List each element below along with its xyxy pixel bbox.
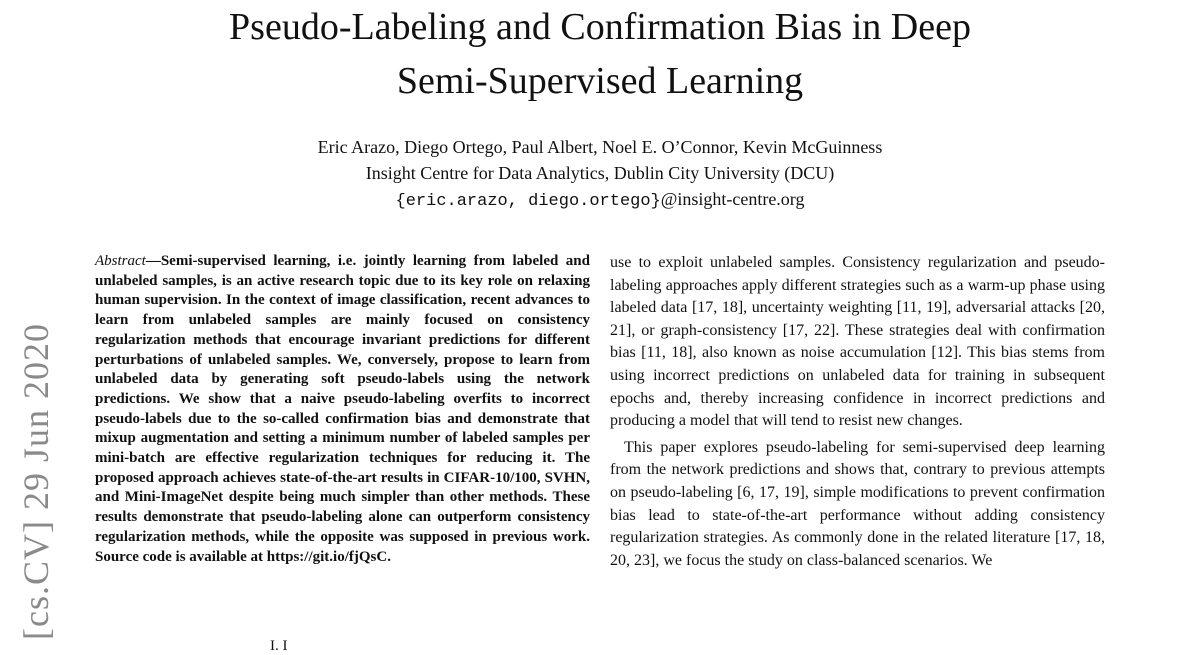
abstract bbox=[95, 252, 590, 567]
title-line-1: Pseudo-Labeling and Confirmation Bias in Deep bbox=[229, 6, 971, 48]
right-column bbox=[610, 252, 1105, 572]
affiliation: Insight Centre for Data Analytics, Dublin City University (DCU) bbox=[365, 163, 835, 183]
abstract-text: —Semi-supervised learning, i.e. jointly learning from labeled and unlabeled samples, is an active research topic due to its key role on relaxing human supervision. In the context of image classification, recent advances to learn from unlabeled samples are mainly focused on consistency regularization methods that encourage invariant predictions for different perturbations of unlabeled samples. We, conversely, propose to learn from unlabeled data by generating soft pseudo-labels using the network predictions. We show that a naive pseudo-labeling overfits to incorrect pseudo-labels due to the so-called confirmation bias and demonstrate that mixup augmentation and setting a minimum number of labeled samples per mini-batch are effective regularization techniques for reducing it. The proposed approach achieves state-of-the-art results in CIFAR-10/100, SVHN, and Mini-ImageNet despite being much simpler than other methods. These results demonstrate that pseudo-labeling alone can outperform consistency regularization methods, while the opposite was supposed in previous work. Source code is available at https://git.io/fjQsC. bbox=[95, 253, 590, 565]
email-names: {eric.arazo, diego.ortego} bbox=[395, 192, 661, 211]
paragraph-1: use to exploit unlabeled samples. Consistency regularization and pseudo-labeling approaches apply different strategies such as a warm-up phase using labeled data [17, 18], uncertainty weighting [11, 19], adversarial attacks [20, 21], or graph-consistency [17, 22]. These strategies deal with confirmation bias [11, 18], also known as noise accumulation [12]. This bias stems from using incorrect predictions on unlabeled data for training in subsequent epochs and, thereby increasing confidence in incorrect predictions and producing a model that will tend to resist new changes. bbox=[610, 254, 1105, 430]
email-domain: @insight-centre.org bbox=[660, 189, 805, 209]
email-line bbox=[0, 186, 1200, 215]
arxiv-stamp: [cs.CV] 29 Jun 2020 bbox=[16, 323, 56, 640]
author-block bbox=[0, 134, 1200, 215]
title-line-2: Semi-Supervised Learning bbox=[396, 60, 804, 102]
abstract-label: Abstract bbox=[95, 253, 146, 269]
paragraph-2: This paper explores pseudo-labeling for semi-supervised deep learning from the network predictions and shows that, contrary to previous attempts on pseudo-labeling [6, 17, 19], simple modifications to prevent confirmation bias lead to state-of-the-art performance without adding consistency regularization strategies. As commonly done in the related literature [17, 18, 20, 23], we focus the study on class-balanced scenarios. We bbox=[610, 438, 1105, 569]
paper-title bbox=[0, 0, 1200, 108]
author-list: Eric Arazo, Diego Ortego, Paul Albert, Noel E. O’Connor, Kevin McGuinness bbox=[317, 137, 883, 157]
section-heading: I. I bbox=[270, 638, 288, 654]
